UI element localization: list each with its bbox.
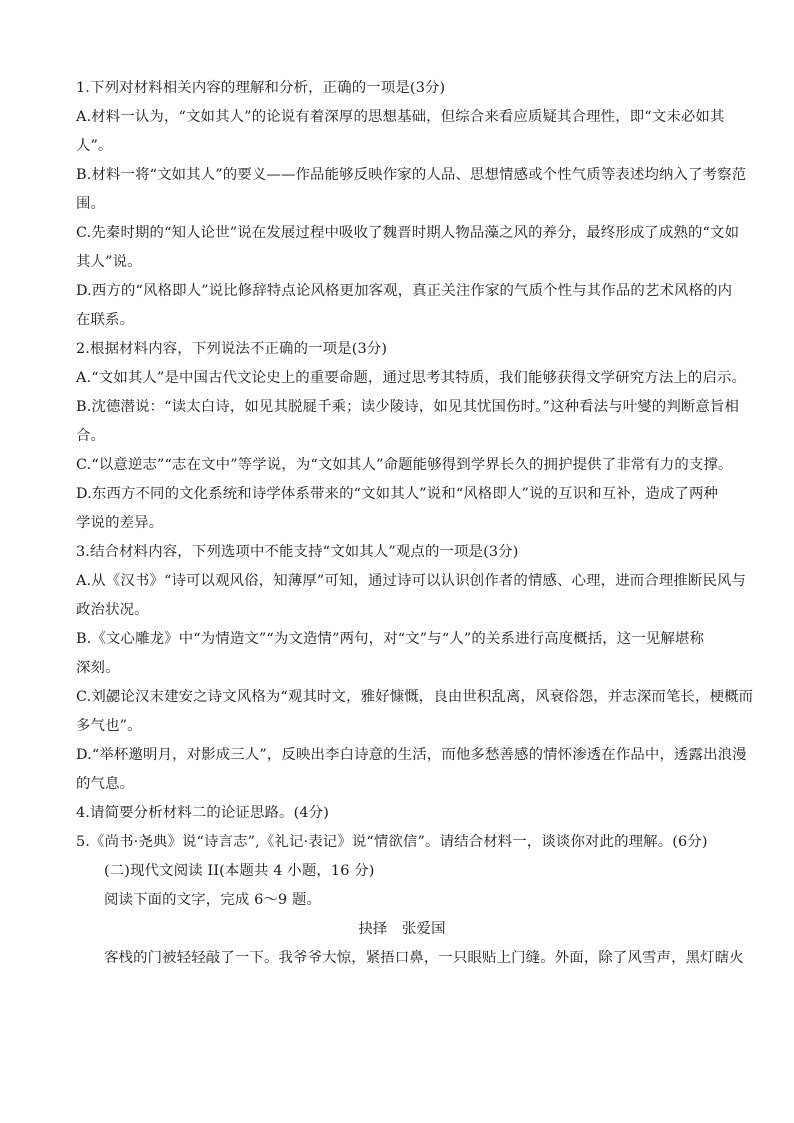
- question-4: 4.请简要分析材料二的论证思路。(4分): [76, 805, 329, 821]
- q2-option-d: D.东西方不同的文化系统和诗学体系带来的“文如其人”说和“风格即人”说的互识和互补，造成了两种: [76, 486, 719, 502]
- story-title: 抉择 张爱国: [358, 921, 446, 937]
- q2-option-c: C.“以意逆志”“志在文中”等学说，为“文如其人”命题能够得到学界长久的拥护提供了非常有力的支撑。: [76, 457, 733, 473]
- q2-option-d-cont: 学说的差异。: [76, 515, 164, 531]
- q1-option-d: D.西方的“风格即人”说比修辞特点论风格更加客观，真正关注作家的气质个性与其作品的艺术风格的内: [76, 283, 733, 299]
- exam-page: [76, 78, 754, 968]
- q3-option-d: D.“举杯邀明月，对影成三人”，反映出李白诗意的生活，而他多愁善感的情怀渗透在作品中，透露出浪漫: [76, 747, 747, 763]
- q1-option-b-cont: 围。: [76, 196, 106, 212]
- question-3-stem: 3.结合材料内容，下列选项中不能支持“文如其人”观点的一项是(3分): [76, 544, 519, 560]
- q1-option-c: C.先秦时期的“知人论世”说在发展过程中吸收了魏晋时期人物品藻之风的养分，最终形成了成熟的“文如: [76, 225, 740, 241]
- q1-option-b: B.材料一将“文如其人”的要义——作品能够反映作家的人品、思想情感或个性气质等表述均纳入了考察范: [76, 167, 747, 183]
- q3-option-a-cont: 政治状况。: [76, 602, 149, 618]
- q3-option-c: C.刘勰论汉末建安之诗文风格为“观其时文，雅好慷慨，良由世积乱离，风衰俗怨，并志深而笔长，梗概而: [76, 689, 754, 705]
- q1-option-a-cont: 人”。: [76, 138, 113, 154]
- q3-option-b-cont: 深刻。: [76, 660, 120, 676]
- section-heading: (二)现代文阅读 II(本题共 4 小题，16 分): [104, 863, 375, 879]
- story-first-line: 客栈的门被轻轻敲了一下。我爷爷大惊，紧捂口鼻，一只眼贴上门缝。外面，除了风雪声，黑灯瞎火: [104, 950, 744, 966]
- q2-option-b-cont: 合。: [76, 428, 106, 444]
- question-2-stem: 2.根据材料内容，下列说法不正确的一项是(3分): [76, 341, 388, 357]
- question-1-stem: 1.下列对材料相关内容的理解和分析，正确的一项是(3分): [76, 80, 446, 96]
- q2-option-a: A.“文如其人”是中国古代文论史上的重要命题，通过思考其特质，我们能够获得文学研究方法上的启示。: [76, 370, 747, 386]
- q3-option-c-cont: 多气也”。: [76, 718, 142, 734]
- q1-option-d-cont: 在联系。: [76, 312, 135, 328]
- q1-option-a: A.材料一认为，“文如其人”的论说有着深厚的思想基础，但综合来看应质疑其合理性，即“文未必如其: [76, 109, 725, 125]
- reading-instruction: 阅读下面的文字，完成 6～9 题。: [104, 892, 322, 908]
- q3-option-a: A.从《汉书》“诗可以观风俗，知薄厚”可知，通过诗可以认识创作者的情感、心理，进而合理推断民风与: [76, 573, 747, 589]
- question-5: 5.《尚书·尧典》说“诗言志”,《礼记·表记》说“情欲信”。请结合材料一，谈谈你对此的理解。(6分): [76, 834, 708, 850]
- q3-option-b: B.《文心雕龙》中“为情造文”“为文造情”两句，对“文”与“人”的关系进行高度概括，这一见解堪称: [76, 631, 705, 647]
- q1-option-c-cont: 其人”说。: [76, 254, 142, 270]
- q3-option-d-cont: 的气息。: [76, 776, 135, 792]
- q2-option-b: B.沈德潜说：“读太白诗，如见其脱屣千乘；读少陵诗，如见其忧国伤时。”这种看法与叶燮的判断意旨相: [76, 399, 740, 415]
